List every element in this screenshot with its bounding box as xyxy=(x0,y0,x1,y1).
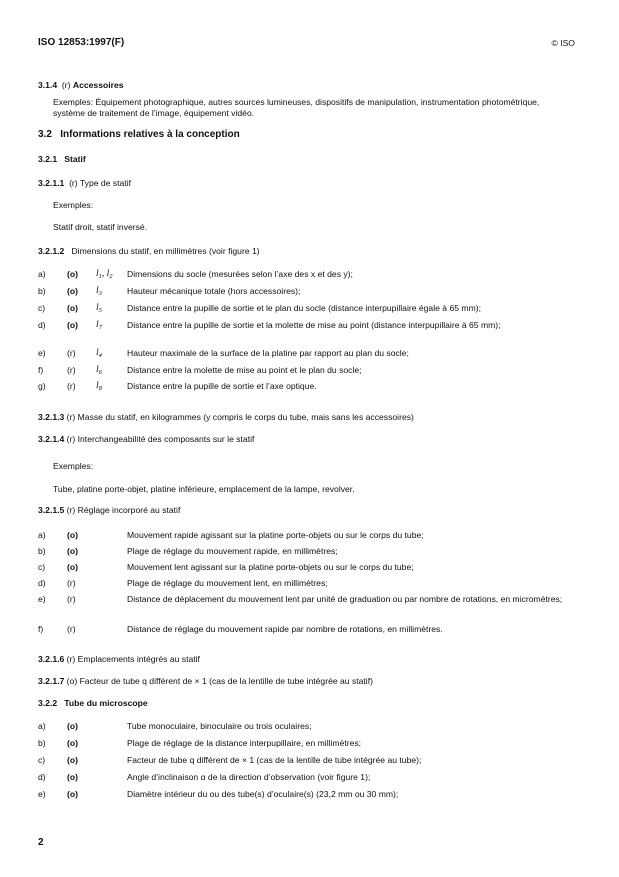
section-3-1-4-text: Exemples: Équipement photographique, autres sources lumineuses, dispositifs de manipulation, instrumentation photométrique, système de traitement de l’image, équipement vidéo. xyxy=(53,97,540,118)
examples-label: Exemples: xyxy=(53,461,94,471)
list-item: b) (o) $l_3$ Hauteur mécanique totale (hors accessoires); xyxy=(38,286,301,297)
list-item: a) (o) Tube monoculaire, binoculaire ou trois oculaires; xyxy=(38,721,312,731)
section-3-2-1-4: 3.2.1.4 (r) Interchangeabilité des composants sur le statif xyxy=(38,434,255,444)
examples-label: Exemples: xyxy=(53,200,94,210)
examples-values: Statif droit, statif inversé. xyxy=(53,222,148,232)
page-number: 2 xyxy=(38,837,44,848)
list-item: b) (o) Plage de réglage du mouvement rapide, en millimètres; xyxy=(38,546,338,556)
list-item: a) (o) $l_1$, $l_2$ Dimensions du socle (mesurées selon l’axe des x et des y); xyxy=(38,269,353,280)
section-3-2-1-7: 3.2.1.7 (o) Facteur de tube q différent de × 1 (cas de la lentille de tube intégrée au statif) xyxy=(38,676,373,686)
list-item: c) (o) Facteur de tube q différent de × 1 (cas de la lentille de tube intégrée au tube); xyxy=(38,755,422,765)
list-item: e) (r) $l_4$ Hauteur maximale de la surface de la platine par rapport au plan du socle; xyxy=(38,348,409,359)
list-item: e) (o) Diamètre intérieur du ou des tube(s) d’oculaire(s) (23,2 mm ou 30 mm); xyxy=(38,789,399,799)
list-item: e) (r) Distance de déplacement du mouvement lent par unité de graduation ou par nombre de rotations, en micromètres; xyxy=(38,594,563,604)
list-item: d) (o) $l_7$ Distance entre la pupille de sortie et la molette de mise au point (distance interpupillaire à 65 mm); xyxy=(38,320,501,331)
section-3-2-1-heading: 3.2.1 Statif xyxy=(38,154,86,164)
section-3-2-1-5: 3.2.1.5 (r) Réglage incorporé au statif xyxy=(38,505,181,515)
list-item: c) (o) $l_5$ Distance entre la pupille de sortie et le plan du socle (distance interpupillaire égale à 65 mm); xyxy=(38,303,481,314)
section-3-2-1-1: 3.2.1.1 (r) Type de statif xyxy=(38,178,131,188)
standard-id: ISO 12853:1997(F) xyxy=(38,37,125,48)
list-item: c) (o) Mouvement lent agissant sur la platine porte-objets ou sur le corps du tube; xyxy=(38,562,414,572)
list-item: f) (r) Distance de réglage du mouvement rapide par nombre de rotations, en millimètres. xyxy=(38,624,443,634)
section-3-2-2-heading: 3.2.2 Tube du microscope xyxy=(38,698,148,708)
list-item: b) (o) Plage de réglage de la distance interpupillaire, en millimètres; xyxy=(38,738,362,748)
list-item: a) (o) Mouvement rapide agissant sur la platine porte-objets ou sur le corps du tube; xyxy=(38,530,424,540)
section-3-2-1-6: 3.2.1.6 (r) Emplacements intégrés au statif xyxy=(38,654,200,664)
list-item: d) (o) Angle d’inclinaison α de la direction d’observation (voir figure 1); xyxy=(38,772,371,782)
list-item: d) (r) Plage de réglage du mouvement lent, en millimètres; xyxy=(38,578,328,588)
section-3-2-heading: 3.2 Informations relatives à la conception xyxy=(38,129,240,140)
section-3-1-4-heading: 3.1.4 (r) Accessoires xyxy=(38,80,124,90)
list-item: f) (r) $l_6$ Distance entre la molette de mise au point et le plan du socle; xyxy=(38,365,362,376)
section-3-2-1-2: 3.2.1.2 Dimensions du statif, en millimètres (voir figure 1) xyxy=(38,246,260,256)
copyright: © ISO xyxy=(551,38,575,48)
section-3-2-1-3: 3.2.1.3 (r) Masse du statif, en kilogrammes (y compris le corps du tube, mais sans les accessoires) xyxy=(38,412,414,422)
examples-values: Tube, platine porte-objet, platine inférieure, emplacement de la lampe, revolver. xyxy=(53,484,355,494)
list-item: g) (r) $l_8$ Distance entre la pupille de sortie et l’axe optique. xyxy=(38,381,317,392)
